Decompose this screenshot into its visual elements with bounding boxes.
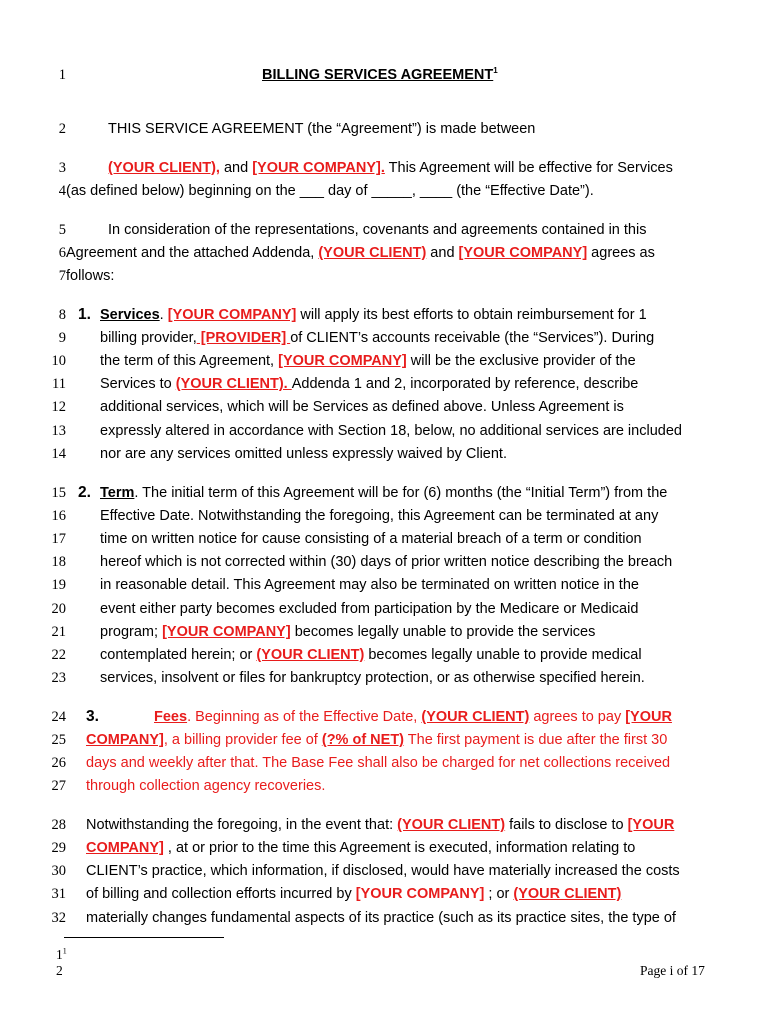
section-line: nor are any services omitted unless expressly waived by Client.	[100, 446, 507, 462]
line-number: 27	[51, 778, 66, 794]
text: .	[159, 307, 168, 323]
text: program;	[100, 624, 163, 640]
text: will apply its best efforts to obtain reimbursement for 1	[296, 307, 647, 323]
line-number: 30	[51, 863, 66, 879]
company-placeholder: [YOUR COMPANY]	[355, 886, 485, 902]
title-footnote-ref: 1	[493, 66, 498, 76]
line-number: 8	[58, 307, 66, 323]
body-line	[86, 839, 635, 857]
section-heading: Fees	[154, 709, 188, 725]
text: and	[426, 245, 459, 261]
section-line: days and weekly after that. The Base Fee shall also be charged for net collections received	[86, 755, 671, 771]
section-line	[100, 646, 642, 664]
footer-line-number: 1	[56, 947, 63, 962]
text: becomes legally unable to provide medical	[364, 647, 642, 663]
section-heading: Services	[100, 307, 160, 323]
line-number: 10	[51, 353, 66, 369]
text: . The initial term of this Agreement will be for (6) months (the “Initial Term”) from the	[134, 485, 668, 501]
section-heading: Term	[100, 485, 135, 501]
line-number: 9	[58, 330, 66, 346]
line-number: 32	[51, 910, 66, 926]
line-number: 14	[51, 446, 66, 462]
line-number: 7	[58, 268, 66, 284]
section-line: through collection agency recoveries.	[86, 778, 326, 794]
company-placeholder: COMPANY]	[86, 840, 164, 856]
line-number: 3	[58, 160, 66, 176]
body-line	[86, 885, 621, 903]
client-placeholder: (YOUR CLIENT)	[256, 647, 365, 663]
footnote-separator	[64, 937, 224, 938]
line-number: 6	[58, 245, 66, 261]
provider-placeholder: [PROVIDER]	[196, 330, 291, 346]
text: contemplated herein; or	[100, 647, 257, 663]
section-number: 2.	[78, 484, 91, 501]
intro-line: THIS SERVICE AGREEMENT (the “Agreement”) is made between	[108, 121, 536, 137]
section-line	[100, 306, 647, 324]
body-line: CLIENT’s practice, which information, if disclosed, would have materially increased the costs	[86, 863, 680, 879]
section-line: additional services, which will be Services as defined above. Unless Agreement is	[100, 399, 624, 415]
intro-line: (as defined below) beginning on the ___ day of _____, ____ (the “Effective Date”).	[66, 183, 594, 199]
section-line: time on written notice for cause consisting of a material breach of a term or condition	[100, 531, 642, 547]
text: , a billing provider fee of	[163, 732, 322, 748]
text: This Agreement will be effective for Services	[384, 160, 673, 176]
intro-line	[108, 159, 673, 177]
line-number: 5	[58, 222, 66, 238]
text: Addenda 1 and 2, incorporated by reference, describe	[291, 376, 639, 392]
text: ; or	[484, 886, 514, 902]
company-placeholder: COMPANY]	[86, 732, 164, 748]
client-placeholder: (YOUR CLIENT),	[108, 160, 220, 176]
line-number: 12	[51, 399, 66, 415]
company-placeholder: [YOUR COMPANY]	[458, 245, 588, 261]
section-line	[100, 623, 595, 641]
document-title	[262, 66, 498, 84]
section-line	[100, 329, 654, 347]
line-number: 18	[51, 554, 66, 570]
client-placeholder: (YOUR CLIENT)	[421, 709, 530, 725]
body-line	[86, 816, 674, 834]
client-placeholder: (YOUR CLIENT).	[175, 376, 292, 392]
section-line: Effective Date. Notwithstanding the foregoing, this Agreement can be terminated at any	[100, 508, 659, 524]
text: of CLIENT’s accounts receivable (the “Services”). During	[290, 330, 655, 346]
line-number: 4	[58, 183, 66, 199]
line-number: 11	[52, 376, 66, 392]
line-number: 28	[51, 817, 66, 833]
line-number: 16	[51, 508, 66, 524]
section-line: services, insolvent or files for bankruptcy protection, or as otherwise specified herein.	[100, 670, 645, 686]
line-number: 24	[51, 709, 66, 725]
company-placeholder: [YOUR	[627, 817, 675, 833]
line-number: 23	[51, 670, 66, 686]
line-number: 25	[51, 732, 66, 748]
section-line: expressly altered in accordance with Section 18, below, no additional services are included	[100, 423, 682, 439]
section-line	[154, 708, 672, 726]
text: fails to disclose to	[505, 817, 628, 833]
footer-line-number: 2	[56, 963, 63, 978]
section-line	[86, 731, 667, 749]
company-placeholder: [YOUR COMPANY]	[167, 307, 297, 323]
body-line: materially changes fundamental aspects of its practice (such as its practice sites, the type of	[86, 910, 676, 926]
text: Notwithstanding the foregoing, in the event that:	[86, 817, 398, 833]
company-placeholder: [YOUR	[625, 709, 672, 725]
text: . Beginning as of the Effective Date,	[187, 709, 422, 725]
line-number: 20	[51, 601, 66, 617]
text: Services to	[100, 376, 176, 392]
line-number: 22	[51, 647, 66, 663]
line-number: 17	[51, 531, 66, 547]
text: billing provider,	[100, 330, 197, 346]
text: agrees as	[587, 245, 655, 261]
section-line: in reasonable detail. This Agreement may also be terminated on written notice in the	[100, 577, 639, 593]
intro-line: follows:	[66, 268, 115, 284]
section-number: 1.	[78, 306, 91, 323]
line-number: 29	[51, 840, 66, 856]
line-number: 13	[51, 423, 66, 439]
text: , at or prior to the time this Agreement is executed, information relating to	[163, 840, 636, 856]
text: Agreement and the attached Addenda,	[66, 245, 319, 261]
intro-line: In consideration of the representations, covenants and agreements contained in this	[108, 222, 647, 238]
client-placeholder: (YOUR CLIENT)	[397, 817, 506, 833]
title-text: BILLING SERVICES AGREEMENT	[262, 67, 494, 83]
line-number: 1	[58, 67, 66, 83]
line-number: 26	[51, 755, 66, 771]
intro-line	[66, 244, 655, 262]
page-number: Page i of 17	[640, 963, 705, 978]
fee-placeholder: (?% of NET)	[321, 732, 405, 748]
text: the term of this Agreement,	[100, 353, 279, 369]
section-number: 3.	[86, 708, 99, 725]
client-placeholder: (YOUR CLIENT)	[318, 245, 427, 261]
section-line: event either party becomes excluded from participation by the Medicare or Medicaid	[100, 601, 639, 617]
footnote-marker: 1	[62, 946, 67, 956]
section-line	[100, 352, 636, 370]
company-placeholder: [YOUR COMPANY]	[278, 353, 407, 369]
line-number: 19	[51, 577, 66, 593]
section-line: hereof which is not corrected within (30) days of prior written notice describing the breach	[100, 554, 673, 570]
line-number: 31	[51, 886, 66, 902]
line-number: 15	[51, 485, 66, 501]
text: will be the exclusive provider of the	[406, 353, 636, 369]
text: becomes legally unable to provide the services	[290, 624, 596, 640]
text: and	[219, 160, 253, 176]
section-line	[100, 484, 667, 502]
text: agrees to pay	[529, 709, 626, 725]
company-placeholder: [YOUR COMPANY].	[252, 160, 385, 176]
section-line	[100, 375, 638, 393]
line-number: 2	[58, 121, 66, 137]
text: The first payment is due after the first 30	[404, 732, 668, 748]
text: of billing and collection efforts incurred by	[86, 886, 356, 902]
client-placeholder: (YOUR CLIENT)	[513, 886, 622, 902]
company-placeholder: [YOUR COMPANY]	[162, 624, 291, 640]
line-number: 21	[51, 624, 66, 640]
